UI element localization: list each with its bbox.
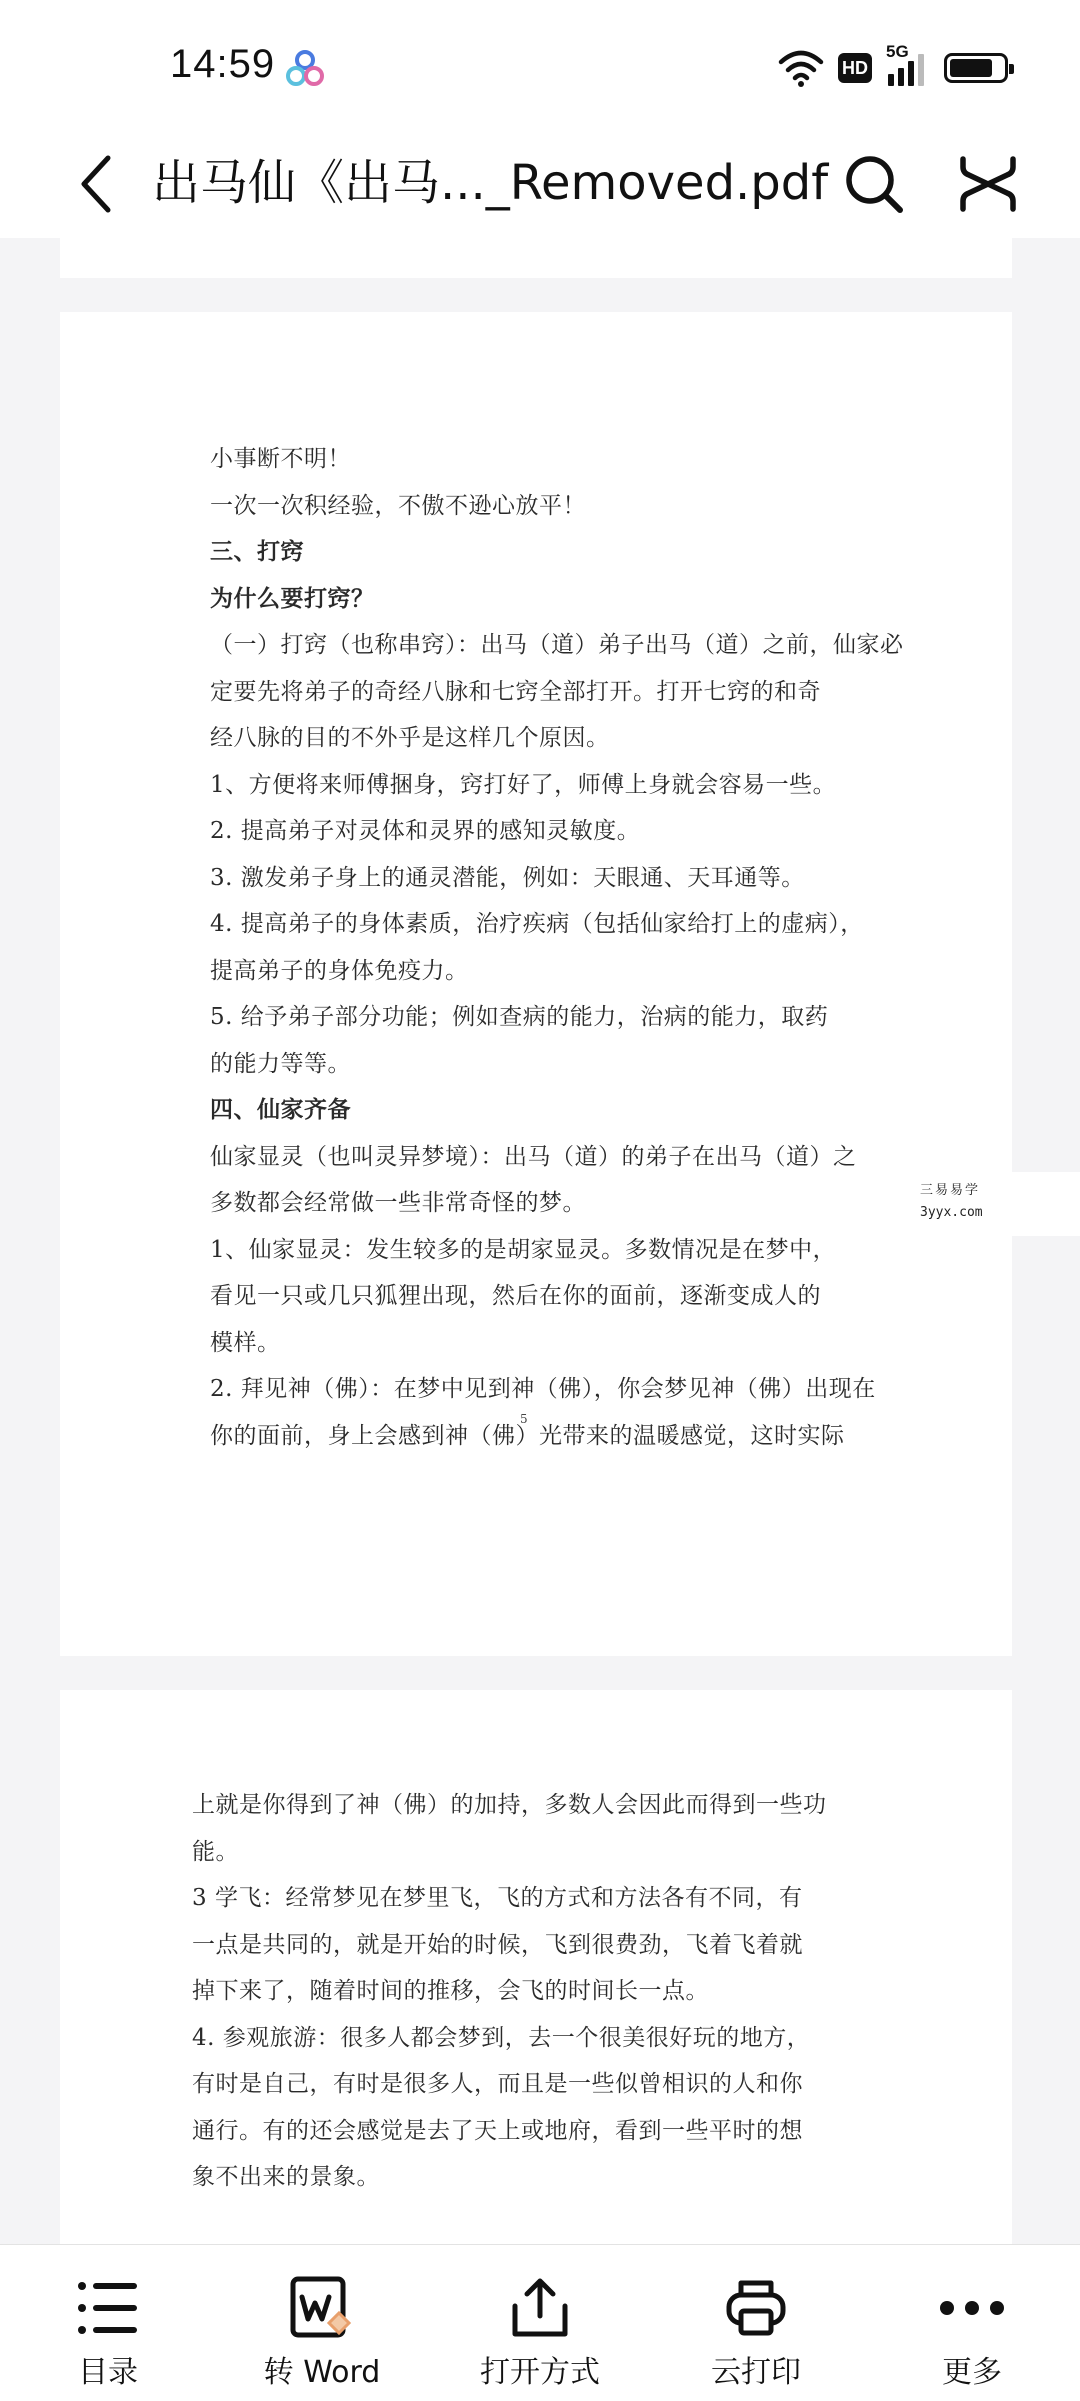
cloud-print-button[interactable]: [666, 2245, 846, 2401]
convert-word-label: 转 Word: [263, 2355, 381, 2390]
text-line: 多数都会经常做一些非常奇怪的梦。: [210, 1190, 586, 1216]
text-line: 有时是自己，有时是很多人，而且是一些似曾相识的人和你: [192, 2071, 803, 2097]
text-line: 4. 参观旅游：很多人都会梦到，去一个很美很好玩的地方，: [192, 2024, 811, 2051]
text-line: 你的面前，身上会感到神（佛）光带来的温暖感觉，这时实际: [210, 1422, 845, 1449]
text-line: 通行。有的还会感觉是去了天上或地府，看到一些平时的想: [192, 2117, 803, 2144]
text-line: 的能力等等。: [210, 1050, 351, 1077]
status-indicators: [778, 44, 1008, 92]
text-line: 经八脉的目的不外乎是这样几个原因。: [210, 725, 610, 751]
watermark-line-1: 三易易学: [920, 1183, 981, 1198]
text-line: 3. 激发弟子身上的通灵潜能，例如：天眼通、天耳通等。: [210, 864, 805, 891]
status-time: 14:59: [170, 42, 276, 86]
page-text: [210, 436, 904, 1459]
bottom-toolbar: [0, 2244, 1080, 2401]
open-with-label: 打开方式: [480, 2355, 600, 2390]
app-notification-icon: [284, 48, 326, 90]
document-header: [0, 130, 1080, 239]
text-line: 2. 拜见神（佛）：在梦中见到神（佛），你会梦见神（佛）出现在: [210, 1376, 876, 1402]
pdf-page-5: [60, 312, 1012, 1656]
page-text: [192, 1782, 827, 2201]
toc-list-icon: [73, 2273, 143, 2343]
text-line: 掉下来了，随着时间的推移，会飞的时间长一点。: [192, 1978, 709, 2004]
text-line: （一）打窍（也称串窍）：出马（道）弟子出马（道）之前，仙家必: [210, 632, 904, 658]
text-line: 模样。: [210, 1329, 281, 1356]
more-button[interactable]: [882, 2245, 1062, 2401]
text-line: 象不出来的景象。: [192, 2164, 380, 2190]
document-viewer[interactable]: [0, 238, 1080, 2244]
back-button[interactable]: [56, 142, 136, 226]
wifi-icon: [778, 48, 824, 88]
text-line: 5. 给予弟子部分功能；例如查病的能力，治病的能力，取药: [210, 1004, 829, 1030]
section-heading: 四、仙家齐备: [210, 1097, 351, 1123]
cloud-print-label: 云打印: [711, 2355, 801, 2390]
convert-word-button[interactable]: [232, 2245, 412, 2401]
status-bar: [0, 0, 1080, 130]
cell-signal-icon: [886, 42, 930, 88]
text-line: 提高弟子的身体免疫力。: [210, 957, 469, 984]
page-number: 5: [520, 1412, 528, 1426]
pdf-page-previous: [60, 238, 1012, 278]
search-button[interactable]: [836, 144, 912, 224]
section-heading: 三、打窍: [210, 539, 304, 565]
section-heading: 为什么要打窍？: [210, 585, 375, 612]
text-line: 4. 提高弟子的身体素质，治疗疾病（包括仙家给打上的虚病），: [210, 911, 864, 937]
search-icon: [843, 153, 905, 215]
open-with-button[interactable]: [450, 2245, 630, 2401]
toc-label: 目录: [78, 2355, 138, 2390]
hd-badge: HD: [838, 53, 872, 83]
text-line: 一次一次积经验，不傲不逊心放平！: [210, 492, 586, 519]
more-dots-icon: [937, 2273, 1007, 2343]
text-line: 1、仙家显灵：发生较多的是胡家显灵。多数情况是在梦中，: [210, 1236, 837, 1263]
text-line: 能。: [192, 1838, 239, 1865]
document-title: 出马仙《出马..._Removed.pdf: [152, 155, 829, 211]
watermark-line-2: 3yyx.com: [920, 1205, 983, 1220]
text-line: 小事断不明！: [210, 446, 351, 472]
exit-reading-button[interactable]: [950, 144, 1026, 224]
text-line: 看见一只或几只狐狸出现，然后在你的面前，逐渐变成人的: [210, 1283, 821, 1309]
toc-button[interactable]: [18, 2245, 198, 2401]
network-type-label: 5G: [886, 42, 909, 61]
text-line: 定要先将弟子的奇经八脉和七窍全部打开。打开七窍的和奇: [210, 678, 821, 705]
text-line: 仙家显灵（也叫灵异梦境）：出马（道）的弟子在出马（道）之: [210, 1143, 857, 1170]
text-line: 2. 提高弟子对灵体和灵界的感知灵敏度。: [210, 818, 641, 844]
text-line: 3 学飞：经常梦见在梦里飞，飞的方式和方法各有不同，有: [192, 1885, 803, 1911]
pdf-page-6: [60, 1690, 1012, 2244]
text-line: 一点是共同的，就是开始的时候，飞到很费劲，飞着飞着就: [192, 1931, 803, 1958]
more-label: 更多: [942, 2355, 1002, 2390]
watermark-stamp: [880, 1172, 1080, 1236]
printer-icon: [721, 2273, 791, 2343]
battery-icon: [944, 53, 1008, 83]
convert-word-icon: [287, 2273, 357, 2343]
share-open-icon: [505, 2273, 575, 2343]
text-line: 1、方便将来师傅捆身，窍打好了，师傅上身就会容易一些。: [210, 771, 837, 798]
exit-reading-icon: [959, 155, 1017, 213]
back-arrow-icon: [76, 154, 116, 214]
text-line: 上就是你得到了神（佛）的加持，多数人会因此而得到一些功: [192, 1792, 827, 1818]
